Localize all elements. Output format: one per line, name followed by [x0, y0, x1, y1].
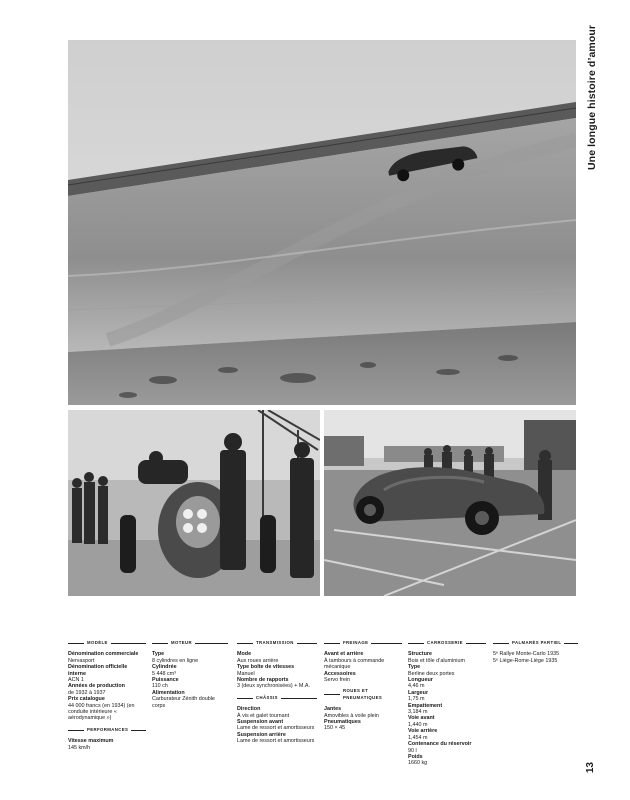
spec-label: Mode: [237, 651, 252, 658]
spec-value: 3 (deux synchronisées) + M.A.: [237, 683, 310, 690]
spec-value: Lame de ressort et amortisseurs: [237, 725, 315, 732]
spec-value: 145 km/h: [68, 744, 91, 751]
spec-label: Longueur: [408, 677, 433, 684]
chapter-title: [586, 24, 600, 170]
spec-value: Bois et tôle d’aluminium: [408, 657, 465, 664]
spec-value: ACN 1: [68, 677, 84, 684]
spec-label: Vitesse maximum: [68, 738, 114, 745]
spec-value: Manuel: [237, 670, 255, 677]
spec-heading-modele: MODÈLE: [68, 640, 146, 646]
spec-value: À vis et galet tournant: [237, 712, 290, 719]
spec-label: Structure: [408, 651, 432, 658]
spec-label: Voie arrière: [408, 728, 438, 735]
spec-label: Avant et arrière: [324, 651, 364, 658]
spec-label: Alimentation: [152, 689, 185, 696]
page-number: [585, 762, 597, 782]
spec-label: Jantes: [324, 706, 342, 713]
spec-label: Contenance du réservoir: [408, 741, 472, 748]
spec-value: 8 cylindres en ligne: [152, 657, 199, 664]
spec-value: Nervasport: [68, 657, 95, 664]
spec-label: Suspension arrière: [237, 731, 286, 738]
spec-value: Lame de ressort et amortisseurs: [237, 738, 315, 745]
spec-col-modele: [68, 640, 146, 751]
spec-label: Poids: [408, 753, 423, 760]
spec-value: 5ᵉ Liège-Rome-Liège 1935: [493, 657, 558, 664]
spec-label: Prix catalogue: [68, 696, 105, 703]
spec-value: 110 ch: [152, 683, 168, 690]
spec-heading-transmission: TRANSMISSION: [237, 640, 317, 646]
spec-value: 5 448 cm³: [152, 670, 176, 677]
spec-table: [68, 640, 580, 770]
spec-label: Nombre de rapports: [237, 677, 289, 684]
spec-label: Type: [408, 664, 421, 671]
spec-col-transmission: [237, 640, 317, 745]
spec-value: 1,440 m: [408, 721, 428, 728]
spec-label: Type: [152, 651, 165, 658]
spec-label: Dénomination officielle interne: [68, 664, 128, 677]
chapter-title-text: Une longue histoire d’amour: [586, 24, 598, 170]
spec-label: Type boîte de vitesses: [237, 664, 295, 671]
spec-value: Servo frein: [324, 677, 351, 684]
spec-col-freinage: [324, 640, 402, 732]
spec-value: 4,46 m: [408, 683, 425, 690]
spec-value: 1,75 m: [408, 696, 425, 703]
spec-col-moteur: [152, 640, 228, 709]
spec-value: de 1932 à 1937: [68, 689, 106, 696]
spec-value: 90 l: [408, 747, 417, 754]
page-number-text: 13: [585, 762, 596, 774]
banked-track-photo: [68, 40, 576, 405]
spec-label: Direction: [237, 706, 261, 713]
spec-heading-palmares: PALMARÈS PARTIEL: [493, 640, 578, 646]
spec-heading-carrosserie: CARROSSERIE: [408, 640, 486, 646]
spec-label: Suspension avant: [237, 719, 284, 726]
spec-value: 5ᵉ Rallye Monte-Carlo 1935: [493, 651, 560, 658]
spec-value: 150 × 45: [324, 725, 346, 732]
spec-label: Largeur: [408, 689, 429, 696]
spec-heading-performances: PERFORMANCES: [68, 727, 146, 733]
racing-car-photo: [324, 410, 576, 596]
spec-label: Cylindrée: [152, 664, 177, 671]
spec-heading-chassis: CHÂSSIS: [237, 695, 317, 701]
spec-value: Amovibles à voile plein: [324, 712, 379, 719]
spec-value: Berline deux portes: [408, 670, 455, 677]
spec-heading-roues: ROUES ET PNEUMATIQUES: [324, 688, 402, 701]
spec-label: Voie avant: [408, 715, 435, 722]
spec-heading-freinage: FREINAGE: [324, 640, 402, 646]
spec-col-carrosserie: [408, 640, 486, 767]
pit-crew-photo: [68, 410, 320, 596]
spec-value: Aux roues arrière: [237, 657, 279, 664]
spec-value: 1,454 m: [408, 734, 428, 741]
spec-value: 1660 kg: [408, 760, 428, 767]
spec-value: 3,184 m: [408, 709, 428, 716]
spec-value: 44 000 francs (en 1934) (en conduite intérieure « aérodynamique »): [68, 702, 135, 722]
spec-value: Carburateur Zénith double corps: [152, 696, 215, 709]
spec-label: Empattement: [408, 702, 443, 709]
spec-value: À tambours à commande mécanique: [324, 657, 385, 671]
spec-col-palmares: [493, 640, 578, 664]
spec-label: Accessoires: [324, 670, 356, 677]
spec-label: Années de production: [68, 683, 125, 690]
spec-label: Dénomination commerciale: [68, 651, 139, 658]
spec-label: Pneumatiques: [324, 719, 361, 726]
spec-label: Puissance: [152, 677, 179, 684]
spec-heading-moteur: MOTEUR: [152, 640, 228, 646]
